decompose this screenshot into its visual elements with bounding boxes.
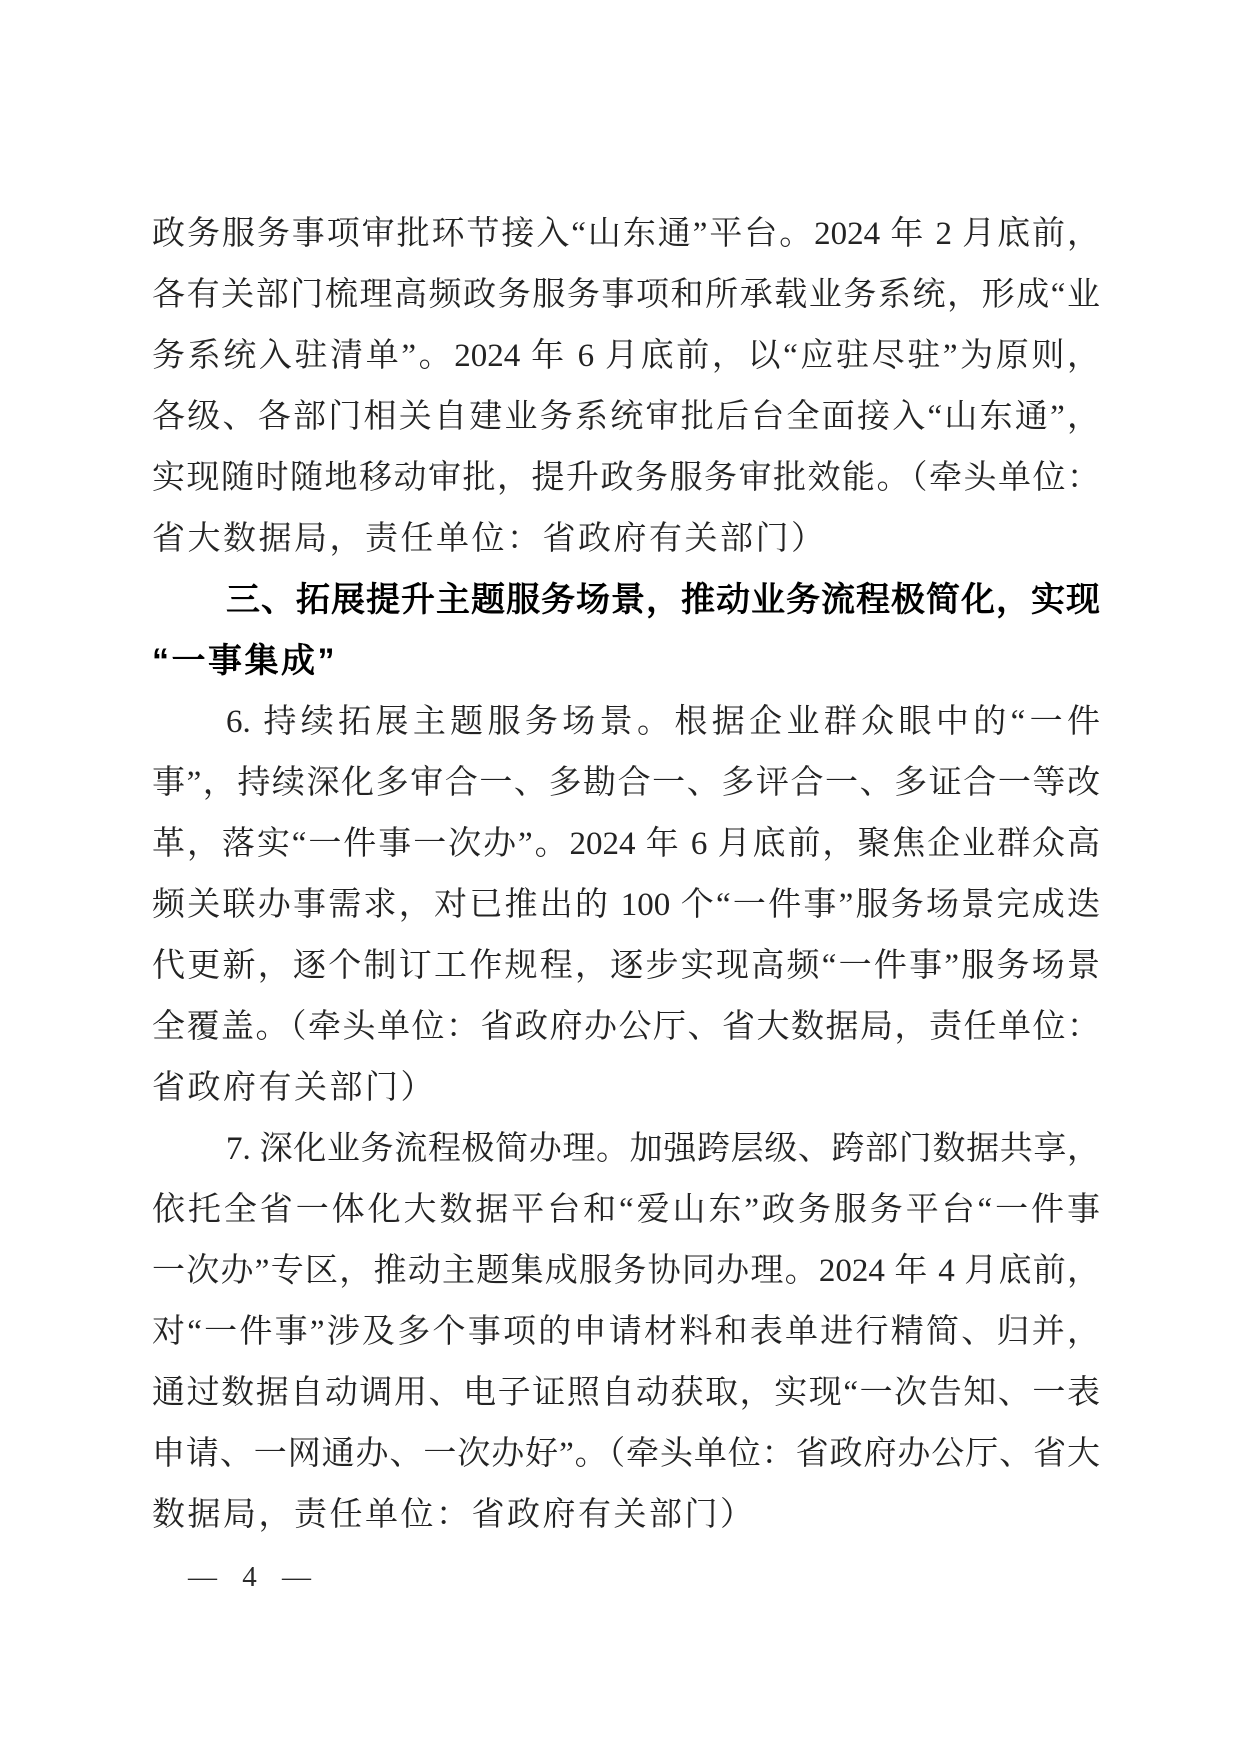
text-line: 6. 持续拓展主题服务场景。根据企业群众眼中的“一件 (226, 704, 1100, 740)
text-line: 省政府有关部门） (152, 1070, 436, 1106)
text-line: 7. 深化业务流程极简办理。加强跨层级、跨部门数据共享， (226, 1131, 1100, 1167)
text-line: 省大数据局，责任单位：省政府有关部门） (152, 521, 827, 557)
text-line: 各有关部门梳理高频政务服务事项和所承载业务系统，形成“业 (152, 277, 1100, 313)
section-heading-line: “一事集成” (152, 642, 337, 680)
text-line: 全覆盖。（牵头单位：省政府办公厅、省大数据局，责任单位： (152, 1009, 1100, 1045)
text-line: 事”，持续深化多审合一、多勘合一、多评合一、多证合一等改 (152, 765, 1100, 801)
text-line: 革，落实“一件事一次办”。2024 年 6 月底前，聚焦企业群众高 (152, 826, 1100, 862)
text-line: 政务服务事项审批环节接入“山东通”平台。2024 年 2 月底前， (152, 216, 1100, 252)
text-line: 各级、各部门相关自建业务系统审批后台全面接入“山东通”， (152, 399, 1100, 435)
page-number: — 4 — (188, 1561, 313, 1593)
document-body (152, 204, 1100, 1546)
text-line: 依托全省一体化大数据平台和“爱山东”政务服务平台“一件事 (152, 1192, 1100, 1228)
section-heading-line: 三、拓展提升主题服务场景，推动业务流程极简化，实现 (226, 581, 1100, 619)
text-line: 一次办”专区，推动主题集成服务协同办理。2024 年 4 月底前， (152, 1253, 1100, 1289)
text-line: 实现随时随地移动审批，提升政务服务审批效能。（牵头单位： (152, 460, 1100, 496)
text-line: 申请、一网通办、一次办好”。（牵头单位：省政府办公厅、省大 (152, 1436, 1100, 1472)
text-line: 代更新，逐个制订工作规程，逐步实现高频“一件事”服务场景 (152, 948, 1100, 984)
text-line: 对“一件事”涉及多个事项的申请材料和表单进行精简、归并， (152, 1314, 1100, 1350)
text-line: 数据局，责任单位：省政府有关部门） (152, 1497, 756, 1533)
text-line: 通过数据自动调用、电子证照自动获取，实现“一次告知、一表 (152, 1375, 1100, 1411)
text-line: 务系统入驻清单”。2024 年 6 月底前，以“应驻尽驻”为原则， (152, 338, 1100, 374)
text-line: 频关联办事需求，对已推出的 100 个“一件事”服务场景完成迭 (152, 887, 1100, 923)
